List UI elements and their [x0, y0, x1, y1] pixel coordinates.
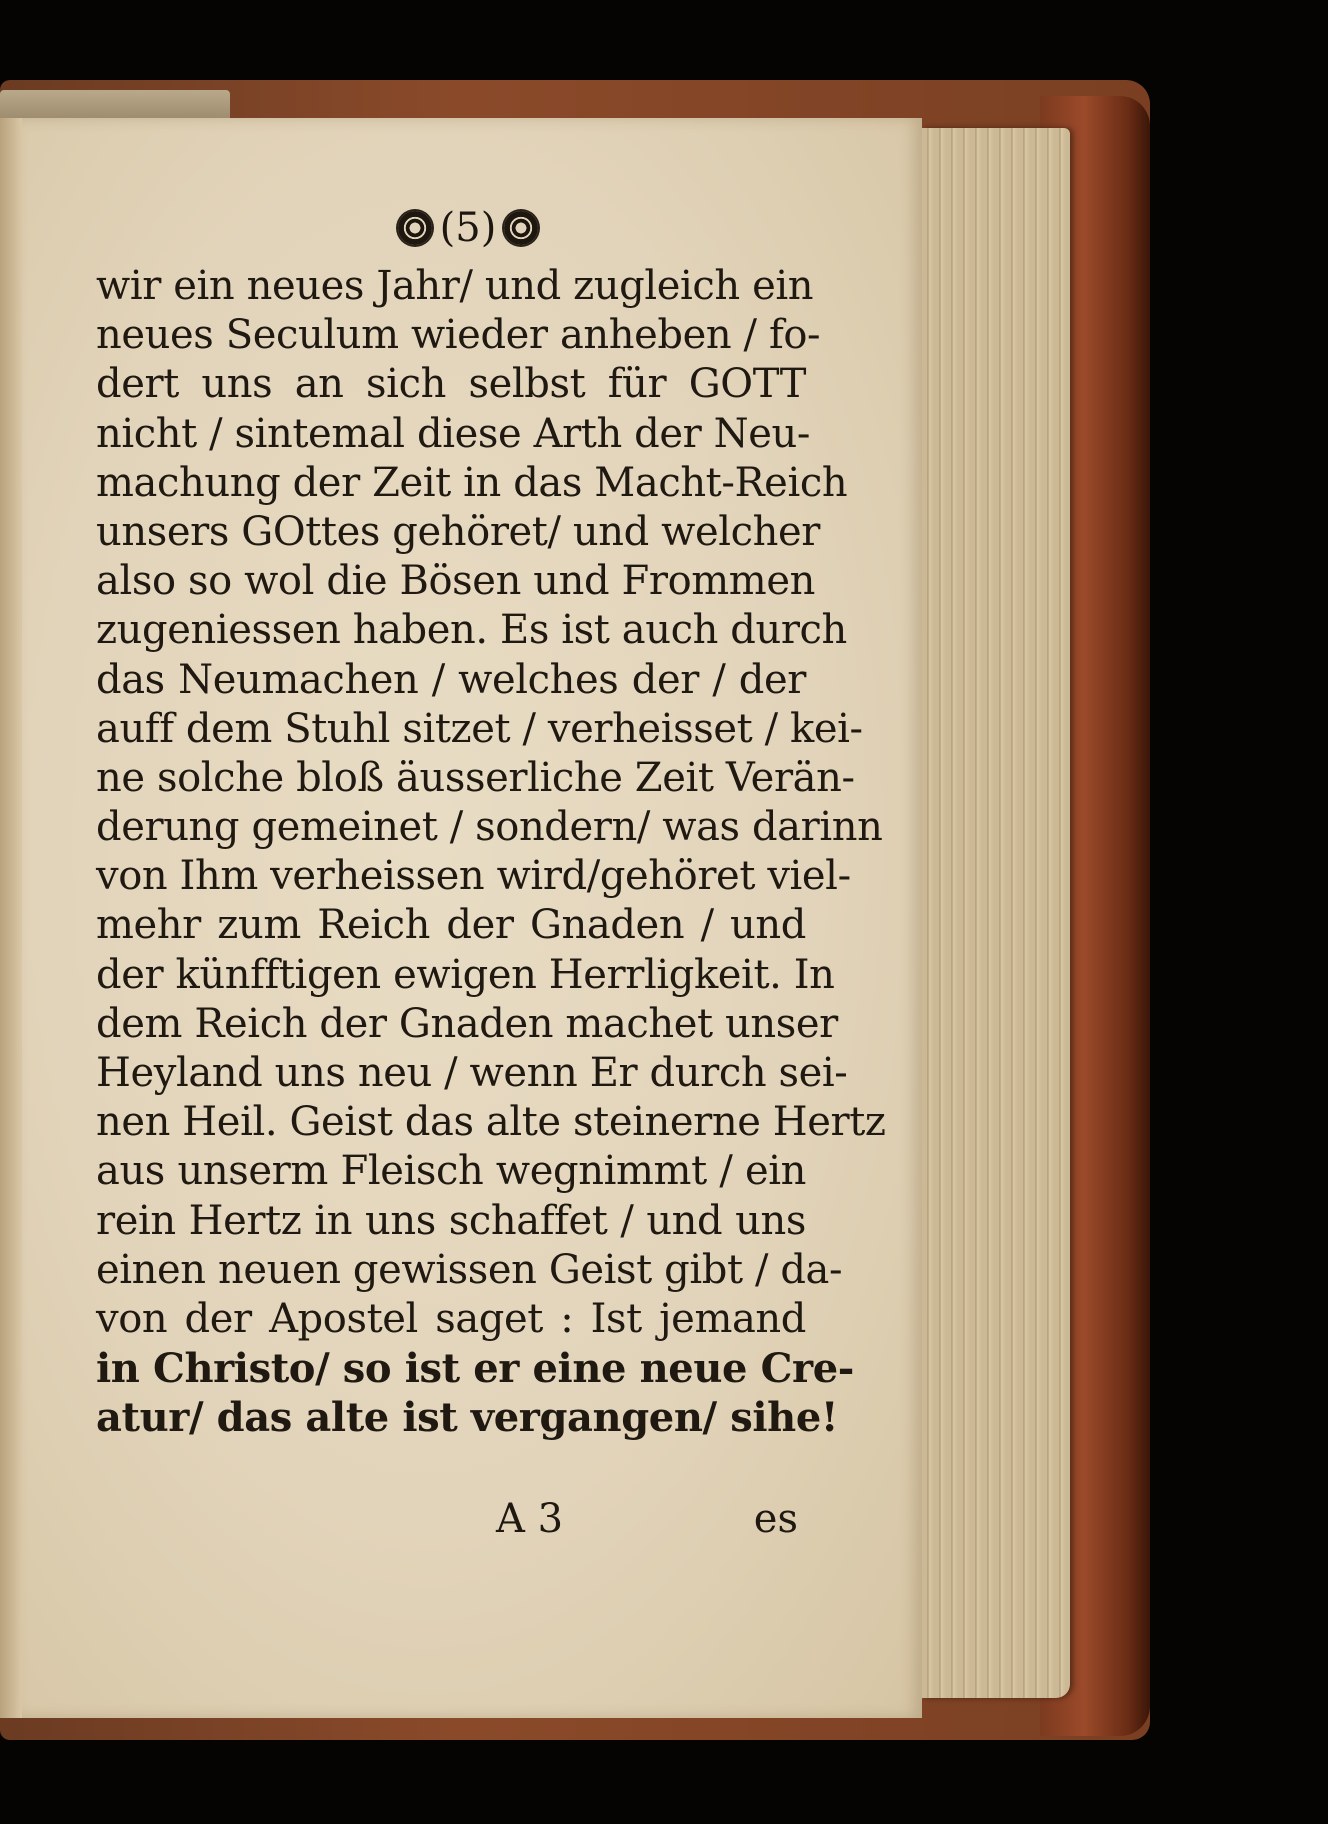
text-line: Heyland uns neu / wenn Er durch sei-	[96, 1050, 848, 1096]
page-block-edge	[922, 128, 1070, 1698]
text-line: also so wol die Bösen und Frommen	[96, 558, 815, 605]
text-line: nen Heil. Geist das alte steinerne Hertz	[96, 1099, 886, 1146]
text-line: zugeniessen haben. Es ist auch durch	[96, 607, 847, 654]
text-line: mehr zum Reich der Gnaden / und	[96, 902, 806, 949]
text-line: nicht / sintemal diese Arth der Neu-	[96, 410, 811, 457]
text-line-emphasis: atur/ das alte ist vergangen/ sihe!	[96, 1394, 839, 1442]
text-line: derung gemeinet / sondern/ was darinn	[96, 804, 883, 851]
catchword: es	[753, 1496, 798, 1542]
text-line-emphasis: in Christo/ so ist er eine neue Cre-	[96, 1345, 854, 1393]
text-line: wir ein neues Jahr/ und zugleich ein	[96, 263, 814, 309]
facing-page-edge	[0, 118, 24, 1718]
text-line: einen neuen gewissen Geist gibt / da-	[96, 1246, 843, 1293]
rosette-ornament-icon	[504, 211, 538, 245]
text-line: von der Apostel saget : Ist jemand	[96, 1295, 806, 1342]
page-number: (5)	[439, 205, 497, 251]
text-line: auff dem Stuhl sitzet / verheisset / kei-	[96, 705, 863, 752]
body-text	[96, 262, 886, 1443]
text-line: neues Seculum wieder anheben / fo-	[96, 312, 821, 359]
signature-mark: A 3	[496, 1496, 564, 1542]
text-line: der künfftigen ewigen Herrligkeit. In	[96, 951, 835, 998]
text-line: dem Reich der Gnaden machet unser	[96, 1000, 838, 1047]
page-footer	[96, 1496, 806, 1552]
page-header	[348, 198, 588, 258]
text-line: ne solche bloß äusserliche Zeit Verän-	[96, 754, 855, 801]
text-line: das Neumachen / welches der / der	[96, 656, 806, 703]
text-line: von Ihm verheissen wird/gehöret viel-	[96, 853, 851, 900]
text-line: machung der Zeit in das Macht-Reich	[96, 459, 848, 506]
text-line: rein Hertz in uns schaffet / und uns	[96, 1197, 806, 1244]
rosette-ornament-icon	[398, 211, 432, 245]
text-line: aus unserm Fleisch wegnimmt / ein	[96, 1148, 806, 1195]
text-line: unsers GOttes gehöret/ und welcher	[96, 508, 820, 555]
text-line: dert uns an sich selbst für GOTT	[96, 361, 806, 408]
